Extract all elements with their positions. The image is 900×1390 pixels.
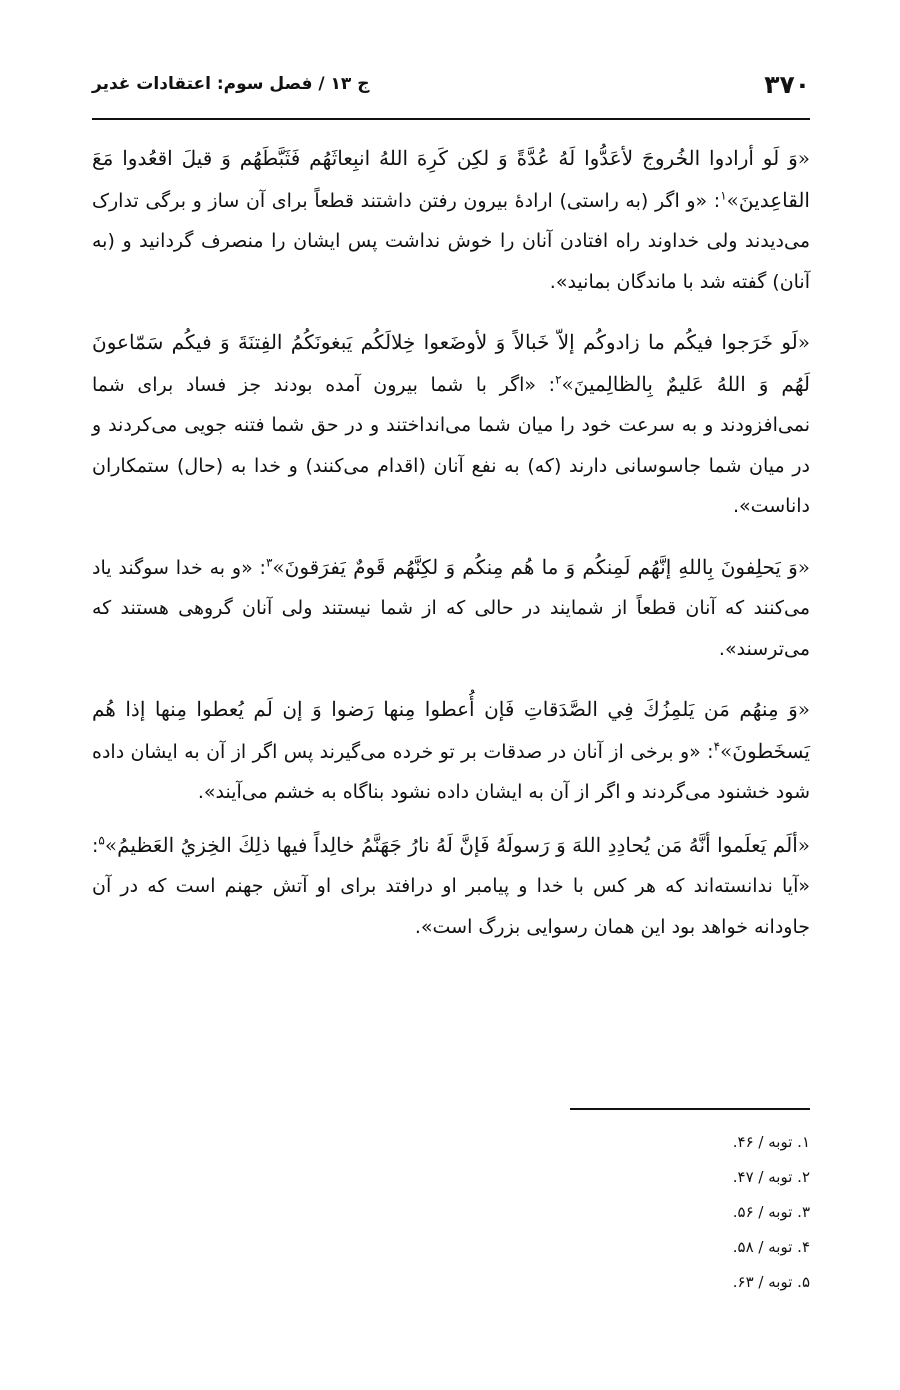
page-number: ۳۷۰ [764,70,810,99]
quran-verse: «لَو خَرَجوا فيكُم ما زادوكُم إلاّ خَبالاً وَ لأوضَعوا خِلالَكُم يَبغونَكُمُ الفِتنَةَ وَ فيكُم سَمّاعونَ لَهُم وَ اللهُ عَليمٌ بِالظالِمينَ» [92,330,811,396]
footnote-1: ۱. توبه / ۴۶. [732,1133,810,1151]
footnote-ref: ۲ [555,372,562,387]
paragraph-2 [92,322,810,527]
translation: : «اگر با شما بیرون آمده بودند جز فساد برای شما نمی‌افزودند و به سرعت خود را میان شما می‌انداختند و در حق شما فتنه جویی می‌کردند و در میان شما جاسوسانی دارند (که) به نفع آنان (اقدام می‌کنند) و خدا به (حال) ستمکاران داناست». [92,373,810,517]
footnote-ref: ۵ [98,833,105,848]
footnote-2: ۲. توبه / ۴۷. [732,1168,810,1186]
footnote-4: ۴. توبه / ۵۸. [732,1238,810,1256]
footnote-5: ۵. توبه / ۶۳. [732,1273,810,1291]
footnote-ref: ۱ [720,188,727,203]
footnote-ref: ۴ [713,739,721,754]
paragraph-1 [92,138,810,302]
paragraph-4 [92,689,810,813]
paragraph-3 [92,547,810,670]
translation: : «و برخی از آنان در صدقات بر تو خرده می‌گیرند پس اگر از آن به ایشان داده شود خشنود می‌گردند و اگر از آن به ایشان داده نشود بناگاه به خشم می‌آیند». [92,740,810,803]
main-text [92,138,810,967]
quran-verse: «وَ يَحلِفونَ بِاللهِ إنَّهُم لَمِنكُم وَ ما هُم مِنكُم وَ لكِنَّهُم قَومٌ يَفرَقونَ» [272,554,810,579]
footnote-3: ۳. توبه / ۵۶. [732,1203,810,1221]
translation: : «آیا ندانسته‌اند که هر کس با خدا و پیامبر او درافتد برای او آتش جهنم است که در آن جاودانه خواهد بود این همان رسوایی بزرگ است». [92,834,810,938]
running-title: ج ۱۳ / فصل سوم: اعتقادات غدیر [92,74,370,94]
page-header [92,66,810,112]
paragraph-5 [92,825,810,948]
footnote-rule [570,1108,810,1110]
translation: : «و به خدا سوگند یاد می‌کنند که آنان قطعاً از شمایند در حالی که از شما نیستند ولی آنان گروهی هستند که می‌ترسند». [92,556,810,660]
footnotes [92,1125,810,1300]
translation: : «و اگر (به راستی) ارادۀ بیرون رفتن داشتند قطعاً برای آن ساز و برگی تدارک می‌دیدند ولی خداوند راه افتادن آنان را خوش نداشت پس ایشان را منصرف گردانید و (به آنان) گفته شد با ماندگان بمانید». [92,189,810,293]
quran-verse: «وَ مِنهُم مَن يَلمِزُكَ فِي الصَّدَقاتِ فَإن أُعطوا مِنها رَضوا وَ إن لَم يُعطوا مِنها إذا هُم يَسخَطونَ» [92,697,810,763]
quran-verse: «وَ لَو أرادوا الخُروجَ لأعَدُّوا لَهُ عُدَّةً وَ لكِن كَرِهَ اللهُ انبِعاثَهُم فَثَبَّطَهُم وَ قيلَ اقعُدوا مَعَ القاعِدينَ» [92,146,810,212]
footnote-ref: ۳ [265,555,273,570]
header-rule [92,118,810,120]
quran-verse: «ألَم يَعلَموا أنَّهُ مَن يُحادِدِ اللهَ وَ رَسولَهُ فَإنَّ لَهُ نارُ جَهَنَّمُ خالِداً فيها ذلِكَ الخِزيُ العَظيمُ» [104,832,810,857]
